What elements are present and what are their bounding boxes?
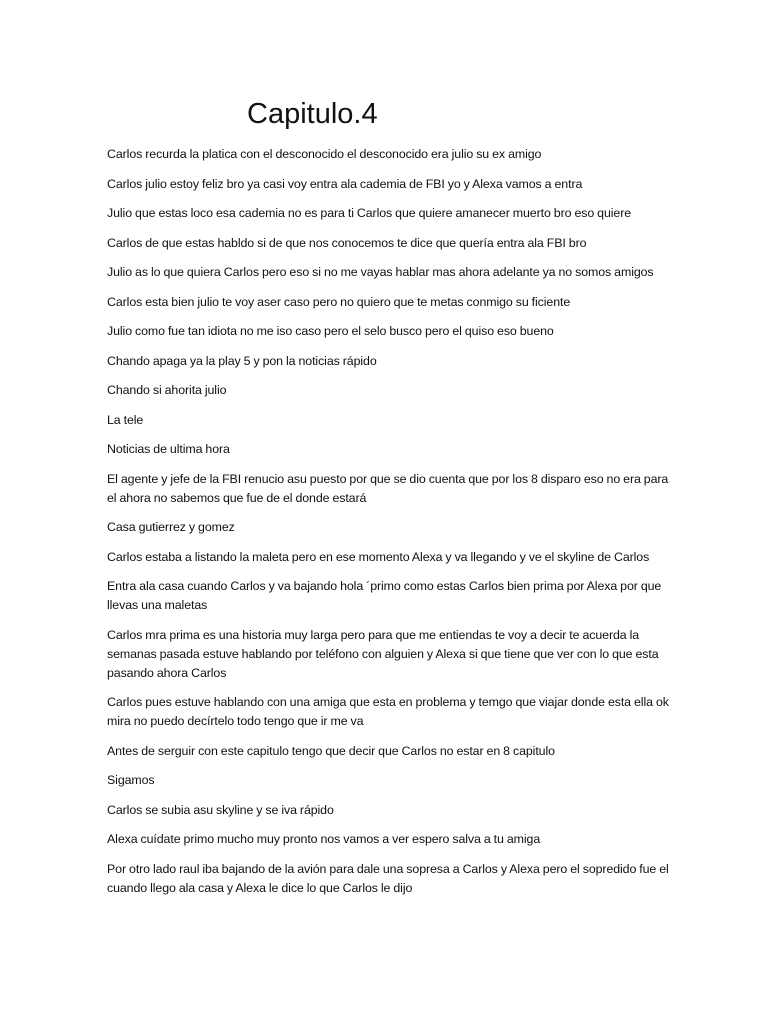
paragraph: La tele [107, 412, 144, 427]
paragraph: Carlos julio estoy feliz bro ya casi voy entra ala cademia de FBI yo y Alexa vamos a entra [107, 176, 583, 191]
paragraph: Julio como fue tan idiota no me iso caso pero el selo busco pero el quiso eso bueno [107, 324, 554, 338]
paragraph: Antes de serguir con este capitulo tengo que decir que Carlos no estar en 8 capitulo [107, 743, 555, 758]
document-body [107, 145, 669, 908]
paragraph: Carlos pues estuve hablando con una amiga que esta en problema y temgo que viajar donde esta ella ok mira no puedo decírtelo todo tengo que ir me va [107, 695, 669, 728]
paragraph: Carlos se subia asu skyline y se iva rápido [107, 802, 334, 817]
paragraph: Carlos esta bien julio te voy aser caso pero no quiero que te metas conmigo su ficiente [107, 294, 571, 309]
paragraph: Carlos de que estas habldo si de que nos conocemos te dice que quería entra ala FBI bro [107, 235, 587, 250]
paragraph: Entra ala casa cuando Carlos y va bajando hola ´primo como estas Carlos bien prima por Alexa por que llevas una maletas [107, 579, 662, 612]
paragraph: Casa gutierrez y gomez [107, 520, 235, 534]
paragraph: Por otro lado raul iba bajando de la avión para dale una sopresa a Carlos y Alexa pero el sopredido fue el cuando llego ala casa y Alexa le dice lo que Carlos le dijo [107, 861, 669, 895]
paragraph: Carlos mra prima es una historia muy larga pero para que me entiendas te voy a decir te acuerda la semanas pasada estuve hablando por teléfono con alguien y Alexa si que tiene que ver con lo que esta pasando ahora Carlos [107, 627, 659, 680]
chapter-title: Capitulo.4 [247, 98, 378, 130]
paragraph: Carlos estaba a listando la maleta pero en ese momento Alexa y va llegando y ve el skyline de Carlos [107, 549, 650, 564]
paragraph: Julio as lo que quiera Carlos pero eso si no me vayas hablar mas ahora adelante ya no somos amigos [107, 265, 654, 279]
paragraph: El agente y jefe de la FBI renucio asu puesto por que se dio cuenta que por los 8 disparo eso no era para el ahora no sabemos que fue de el donde estará [107, 471, 669, 505]
paragraph: Sigamos [107, 773, 155, 787]
paragraph: Chando si ahorita julio [107, 383, 227, 397]
paragraph: Chando apaga ya la play 5 y pon la noticias rápido [107, 353, 377, 368]
paragraph: Noticias de ultima hora [107, 442, 230, 456]
paragraph: Carlos recurda la platica con el desconocido el desconocido era julio su ex amigo [107, 147, 542, 161]
paragraph: Julio que estas loco esa cademia no es para ti Carlos que quiere amanecer muerto bro eso quiere [107, 206, 632, 220]
paragraph: Alexa cuídate primo mucho muy pronto nos vamos a ver espero salva a tu amiga [107, 832, 541, 846]
